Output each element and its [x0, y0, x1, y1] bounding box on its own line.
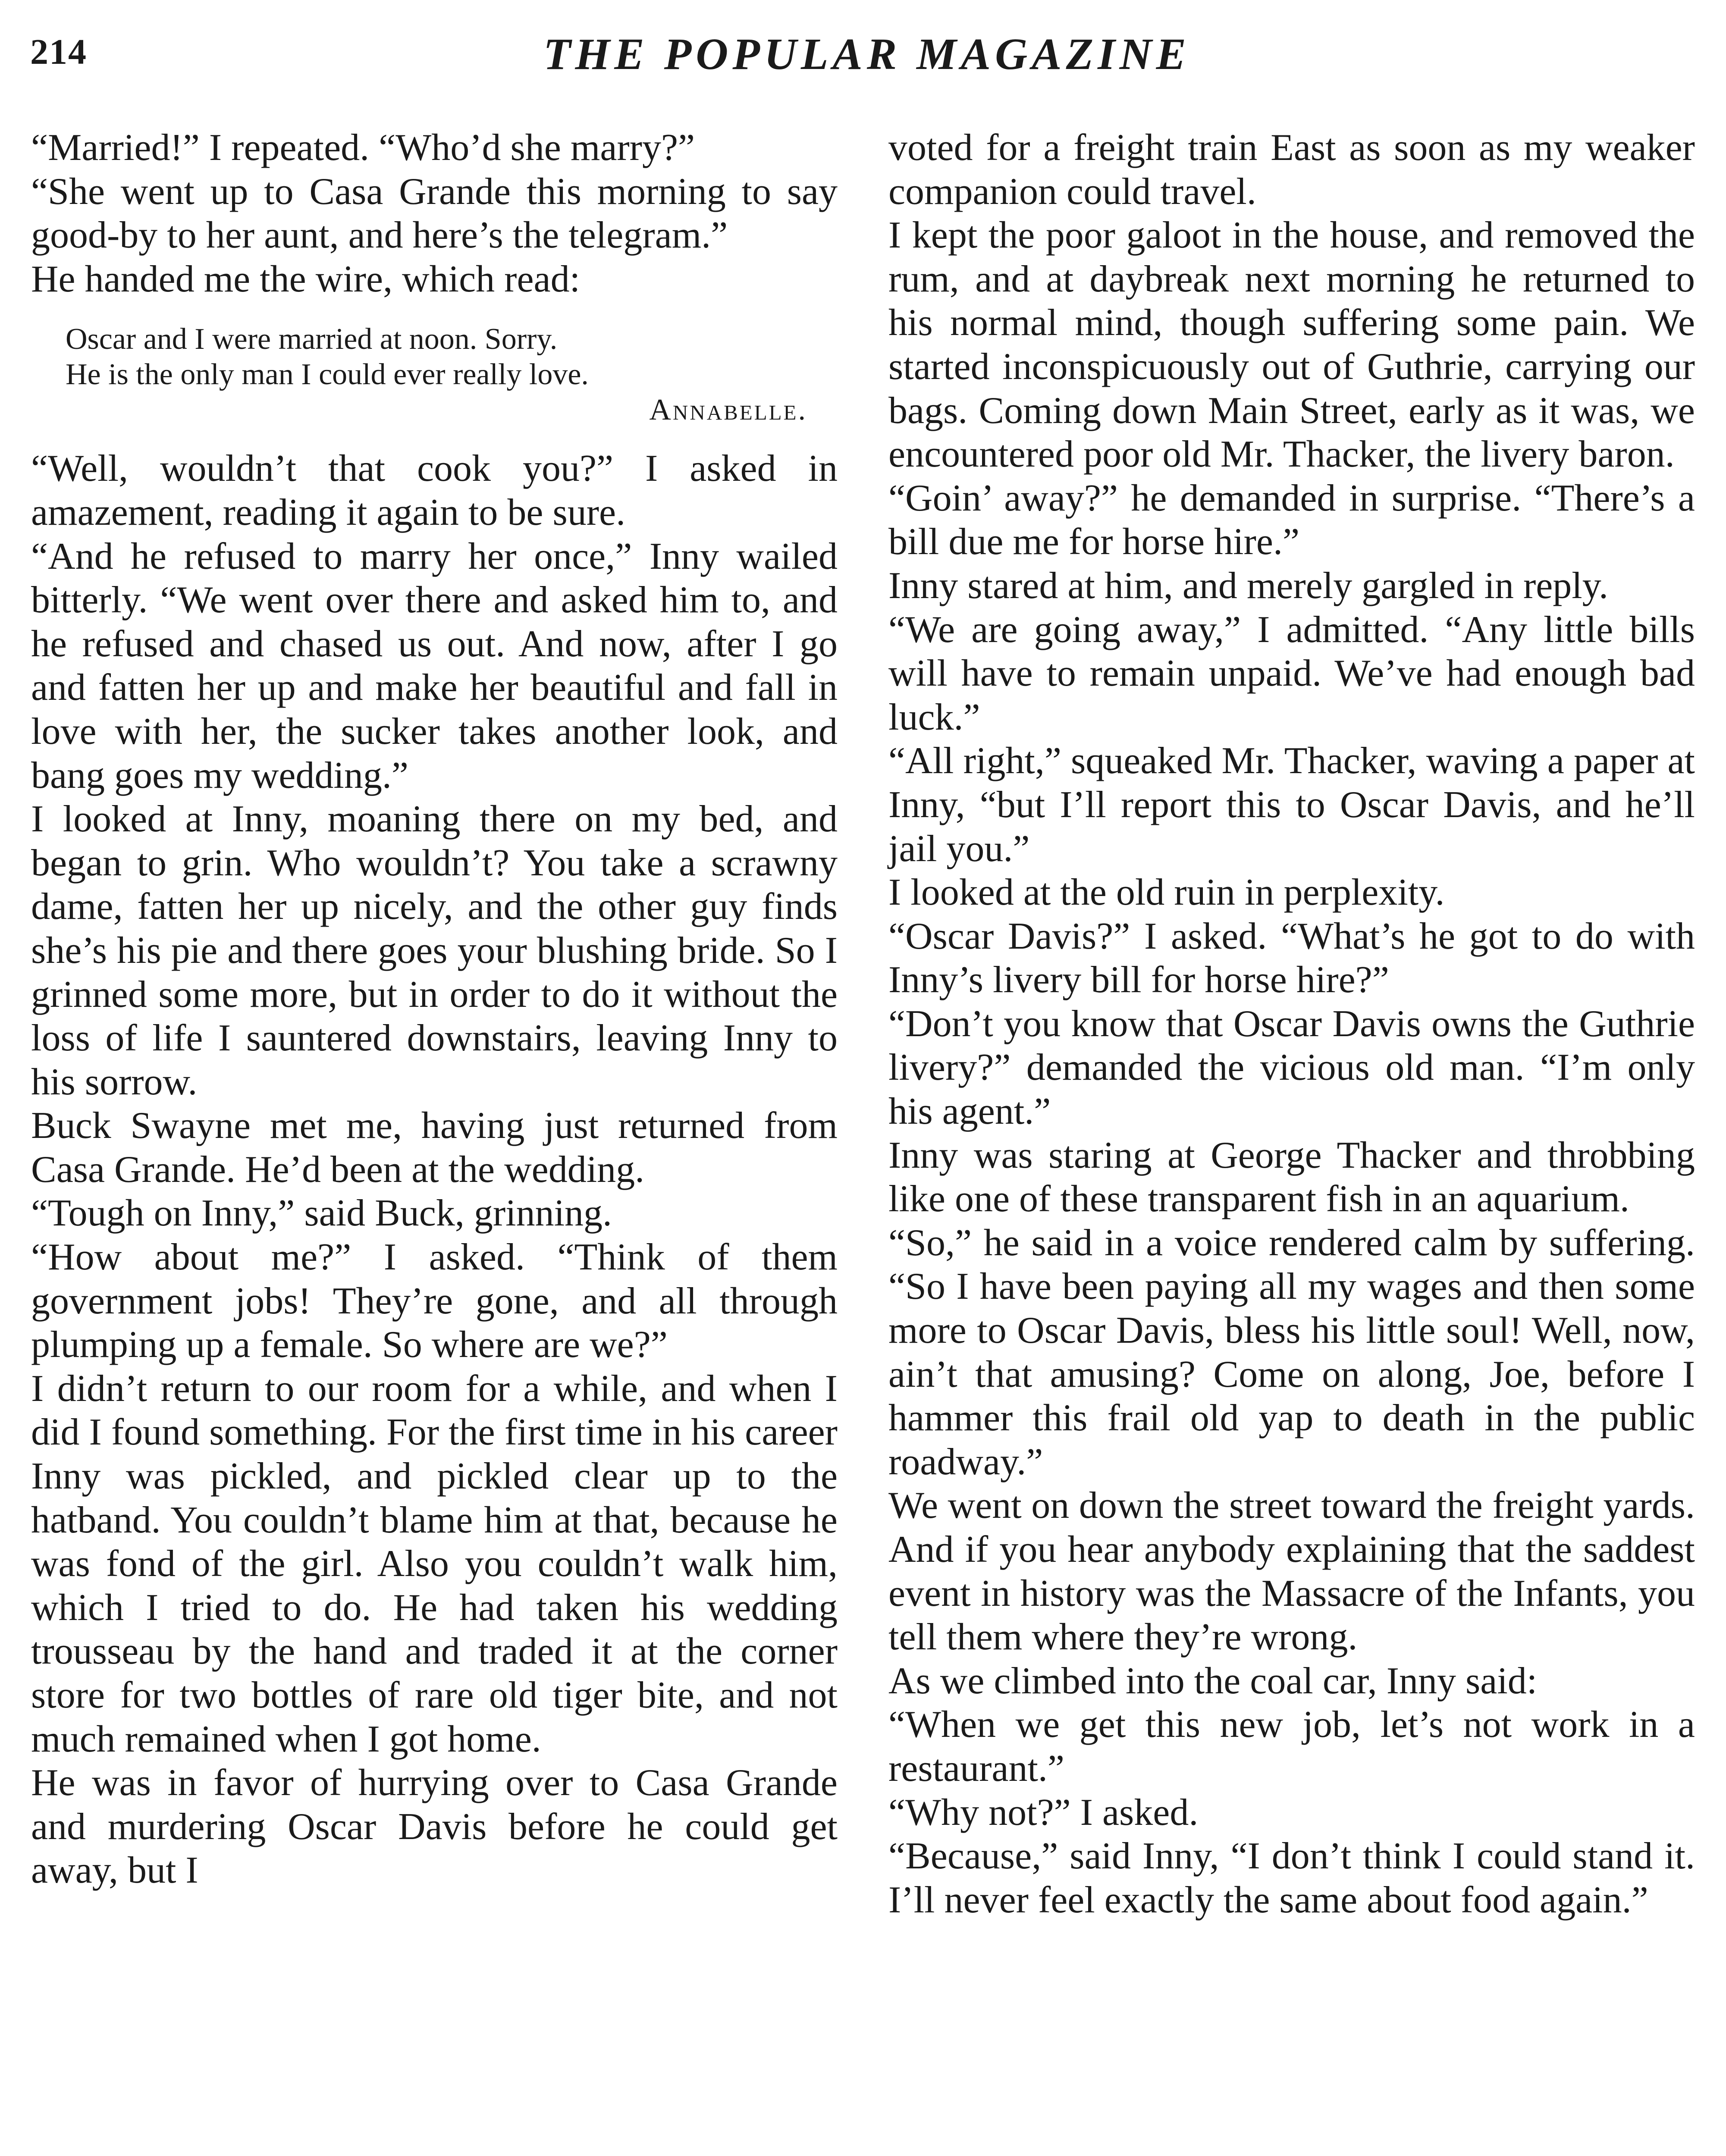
- left-column: [31, 126, 838, 1893]
- telegram-text: [66, 322, 833, 428]
- telegram-line: He is the only man I could ever really love.: [66, 358, 589, 392]
- paragraph: “Don’t you know that Oscar Davis owns the Guthrie livery?” demanded the vicious old man. “I’m only his agent.”: [888, 1003, 1695, 1133]
- paragraph: “Married!” I repeated. “Who’d she marry?”: [31, 127, 695, 169]
- paragraph: “We are going away,” I admitted. “Any little bills will have to remain unpaid. We’ve had enough bad luck.”: [888, 608, 1695, 738]
- running-title: THE POPULAR MAGAZINE: [543, 29, 1191, 79]
- page-header: [30, 31, 1704, 100]
- page-number: 214: [30, 32, 87, 72]
- paragraph: Inny was staring at George Thacker and throbbing like one of these transparent fish in an aquarium.: [888, 1134, 1695, 1220]
- paragraph: “Tough on Inny,” said Buck, grinning.: [31, 1192, 612, 1235]
- paragraph: We went on down the street toward the freight yards. And if you hear anybody explaining that the saddest event in history was the Massacre of the Infants, you tell them where they’re wrong.: [888, 1485, 1695, 1658]
- paragraph: I looked at Inny, moaning there on my bed, and began to grin. Who wouldn’t? You take a scrawny dame, fatten her up nicely, and the other guy finds she’s his pie and there goes your blushing bride. So I grinned some more, but in order to do it without the loss of life I sauntered downstairs, leaving Inny to his sorrow.: [31, 798, 838, 1103]
- paragraph: I didn’t return to our room for a while, and when I did I found something. For the first time in his career Inny was pickled, and pickled clear up to the hatband. You couldn’t blame him at that, because he was fond of the girl. Also you couldn’t walk him, which I tried to do. He had taken his wedding trousseau by the hand and traded it at the corner store for two bottles of rare old tiger bite, and not much remained when I got home.: [31, 1367, 838, 1760]
- paragraph: As we climbed into the coal car, Inny said:: [888, 1660, 1538, 1702]
- paragraph: “And he refused to marry her once,” Inny wailed bitterly. “We went over there and asked him to, and he refused and chased us out. And now, after I go and fatten her up and make her beautiful and fall in love with her, the sucker takes another look, and bang goes my wedding.”: [31, 535, 838, 796]
- paragraph: He handed me the wire, which read:: [31, 258, 581, 300]
- paragraph: “How about me?” I asked. “Think of them government jobs! They’re gone, and all through plumping up a female. So where are we?”: [31, 1236, 838, 1366]
- paragraph: Buck Swayne met me, having just returned from Casa Grande. He’d been at the wedding.: [31, 1105, 838, 1191]
- paragraph: He was in favor of hurrying over to Casa Grande and murdering Oscar Davis before he could get away, but I: [31, 1762, 838, 1892]
- paragraph: “Goin’ away?” he demanded in surprise. “There’s a bill due me for horse hire.”: [888, 477, 1695, 563]
- paragraph: I looked at the old ruin in perplexity.: [888, 871, 1445, 914]
- right-column: [888, 126, 1695, 1922]
- telegram-signature: Annabelle.: [649, 393, 807, 427]
- paragraph: “She went up to Casa Grande this morning to say good-by to her aunt, and here’s the telegram.”: [31, 170, 838, 257]
- paragraph: I kept the poor galoot in the house, and removed the rum, and at daybreak next morning he returned to his normal mind, though suffering some pain. We started inconspicuously out of Guthrie, carrying our bags. Coming down Main Street, early as it was, we encountered poor old Mr. Thacker, the livery baron.: [888, 214, 1695, 476]
- paragraph: “Because,” said Inny, “I don’t think I could stand it. I’ll never feel exactly the same about food again.”: [888, 1835, 1695, 1921]
- paragraph: “Why not?” I asked.: [888, 1791, 1199, 1833]
- paragraph: voted for a freight train East as soon as my weaker companion could travel.: [888, 127, 1695, 213]
- paragraph: “When we get this new job, let’s not work in a restaurant.”: [888, 1704, 1695, 1789]
- paragraph: “So,” he said in a voice rendered calm by suffering. “So I have been paying all my wages and then some more to Oscar Davis, bless his little soul! Well, now, ain’t that amusing? Come on along, Joe, before I hammer this frail old yap to death in the public roadway.”: [888, 1222, 1695, 1483]
- paragraph: Inny stared at him, and merely gargled in reply.: [888, 564, 1609, 607]
- paragraph: “All right,” squeaked Mr. Thacker, waving a paper at Inny, “but I’ll report this to Oscar Davis, and he’ll jail you.”: [888, 740, 1695, 870]
- paragraph: “Well, wouldn’t that cook you?” I asked in amazement, reading it again to be sure.: [31, 448, 838, 533]
- paragraph: “Oscar Davis?” I asked. “What’s he got to do with Inny’s livery bill for horse hire?”: [888, 915, 1695, 1001]
- telegram-line: Oscar and I were married at noon. Sorry.: [66, 323, 558, 356]
